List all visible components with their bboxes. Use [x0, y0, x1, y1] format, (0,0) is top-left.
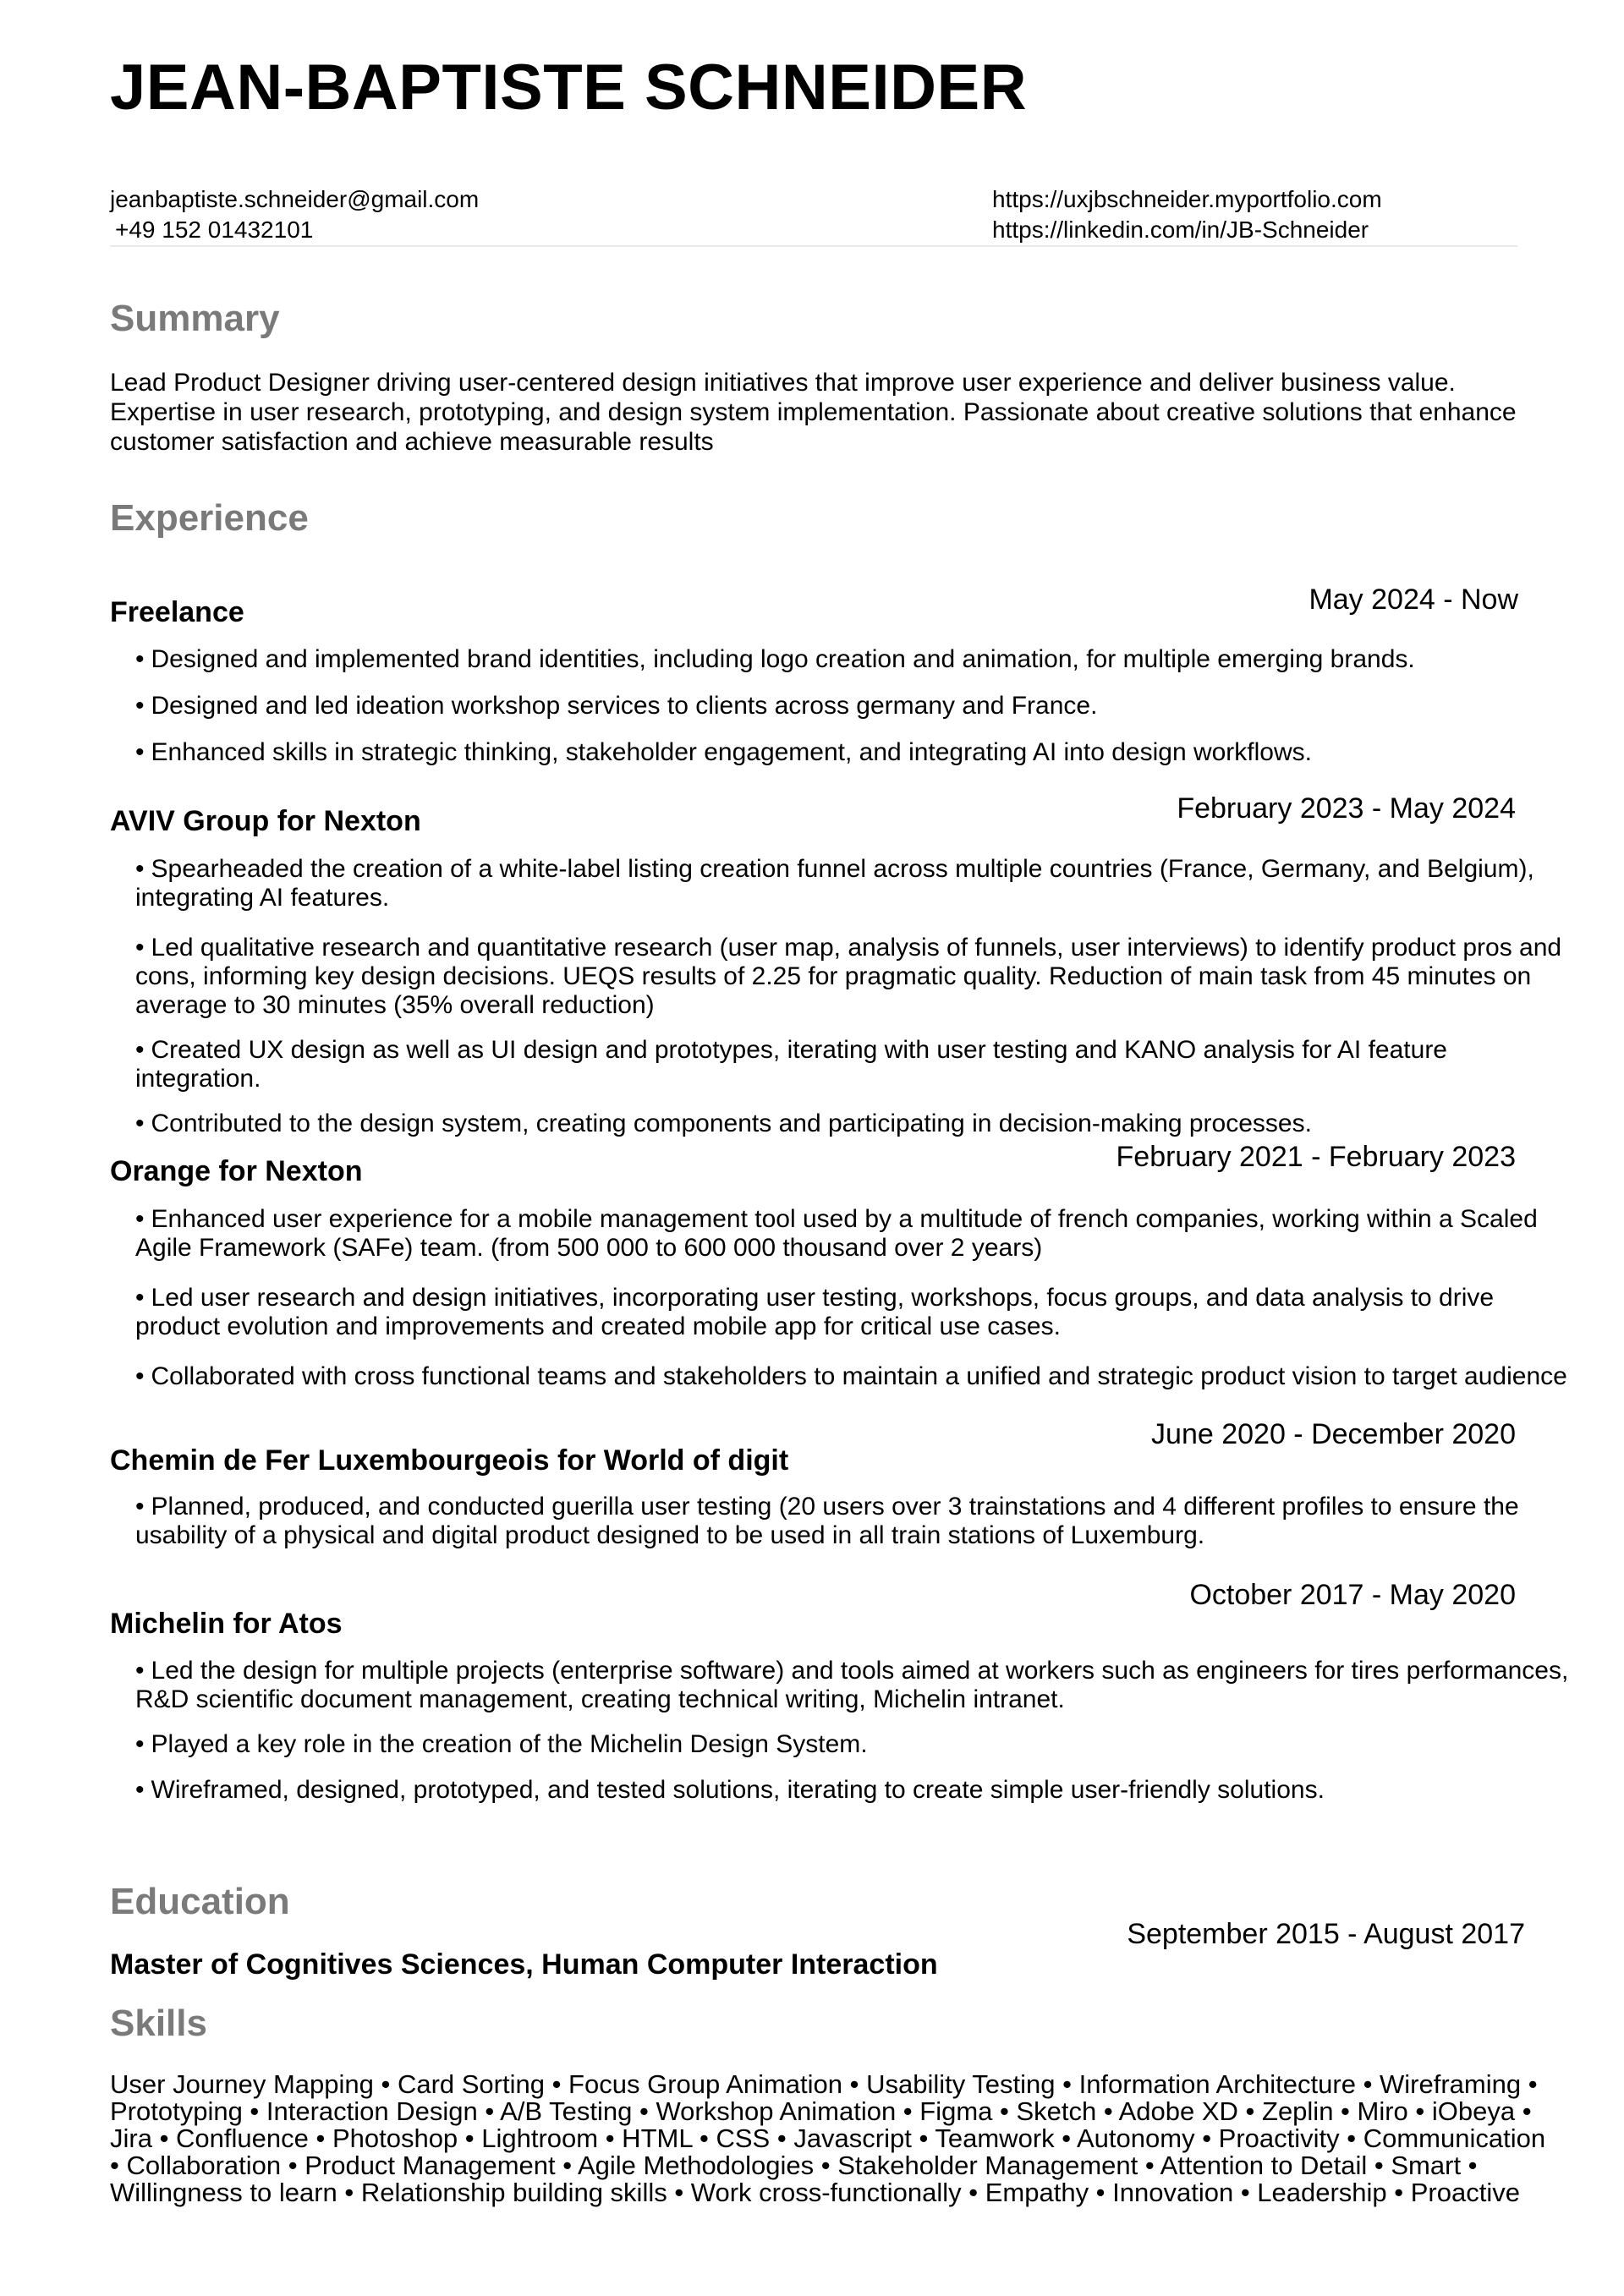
- education-degree: Master of Cognitives Sciences, Human Computer Interaction: [110, 1948, 938, 1981]
- job-dates: June 2020 - December 2020: [1151, 1418, 1516, 1450]
- portfolio-link[interactable]: https://uxjbschneider.myportfolio.com: [992, 186, 1382, 212]
- job-bullet: • Led user research and design initiatives, incorporating user testing, workshops, focus groups, and data analysis to drive product evolution and improvements and created mobile app for critical use cases.: [135, 1284, 1495, 1340]
- bullet-dot: •: [135, 1362, 145, 1390]
- phone-number: +49 152 01432101: [115, 216, 314, 243]
- linkedin-link[interactable]: https://linkedin.com/in/JB-Schneider: [992, 216, 1369, 243]
- bullet-dot: •: [135, 1036, 145, 1064]
- job-bullet: • Contributed to the design system, creating components and participating in decision-making processes.: [135, 1110, 1312, 1137]
- job-company: AVIV Group for Nexton: [110, 805, 421, 837]
- job-bullet: • Led the design for multiple projects (enterprise software) and tools aimed at workers such as engineers for tires performances, R&D scientific document management, creating technical writing, Michelin intranet.: [135, 1657, 1569, 1713]
- bullet-dot: •: [135, 1493, 145, 1521]
- job-company: Michelin for Atos: [110, 1608, 343, 1640]
- job-bullet: • Planned, produced, and conducted guerilla user testing (20 users over 3 trainstations and 4 different profiles to ensure the usability of a physical and digital product designed to be used in all train stations of Luxemburg.: [135, 1493, 1519, 1549]
- job-bullet: • Wireframed, designed, prototyped, and tested solutions, iterating to create simple user-friendly solutions.: [135, 1776, 1325, 1804]
- bullet-dot: •: [135, 934, 145, 962]
- bullet-dot: •: [135, 738, 145, 766]
- job-dates: February 2021 - February 2023: [1116, 1141, 1516, 1173]
- job-dates: May 2024 - Now: [1309, 584, 1518, 616]
- bullet-dot: •: [135, 1110, 145, 1137]
- header-divider: [110, 245, 1517, 247]
- bullet-dot: •: [135, 692, 145, 720]
- job-bullet: • Collaborated with cross functional teams and stakeholders to maintain a unified and strategic product vision to target audience: [135, 1362, 1567, 1390]
- job-company: Freelance: [110, 596, 244, 628]
- bullet-dot: •: [135, 1205, 145, 1233]
- job-bullet: • Designed and led ideation workshop services to clients across germany and France.: [135, 692, 1098, 720]
- job-company: Orange for Nexton: [110, 1155, 363, 1187]
- education-heading: Education: [110, 1881, 290, 1922]
- bullet-dot: •: [135, 1284, 145, 1312]
- job-bullet: • Spearheaded the creation of a white-label listing creation funnel across multiple countries (France, Germany, and Belgium), integrating AI features.: [135, 855, 1534, 912]
- experience-heading: Experience: [110, 497, 309, 539]
- job-company: Chemin de Fer Luxembourgeois for World of digit: [110, 1444, 789, 1477]
- job-bullet: • Led qualitative research and quantitative research (user map, analysis of funnels, user interviews) to identify product pros and cons, informing key design decisions. UEQS results of 2.25 for pragmatic quality. Reduction of main task from 45 minutes on average to 30 minutes (35% overall reduction): [135, 934, 1562, 1019]
- job-dates: February 2023 - May 2024: [1177, 792, 1516, 825]
- email-link[interactable]: jeanbaptiste.schneider@gmail.com: [110, 186, 480, 212]
- job-bullet: • Created UX design as well as UI design and prototypes, iterating with user testing and KANO analysis for AI feature integration.: [135, 1036, 1447, 1093]
- bullet-dot: •: [135, 1730, 145, 1758]
- candidate-name: JEAN-BAPTISTE SCHNEIDER: [110, 52, 1028, 123]
- bullet-dot: •: [135, 855, 145, 883]
- bullet-dot: •: [135, 1776, 145, 1804]
- job-bullet: • Designed and implemented brand identities, including logo creation and animation, for multiple emerging brands.: [135, 645, 1415, 673]
- job-bullet: • Played a key role in the creation of the Michelin Design System.: [135, 1730, 868, 1758]
- summary-heading: Summary: [110, 298, 280, 339]
- summary-text: Lead Product Designer driving user-centered design initiatives that improve user experience and deliver business value. Expertise in user research, prototyping, and design system implementation. Passionate about creative solutions that enhance customer satisfaction and achieve measurable results: [110, 369, 1517, 456]
- bullet-dot: •: [135, 645, 145, 673]
- job-dates: October 2017 - May 2020: [1189, 1579, 1516, 1611]
- education-dates: September 2015 - August 2017: [1127, 1918, 1525, 1950]
- skills-list: User Journey Mapping • Card Sorting • Focus Group Animation • Usability Testing • Information Architecture • Wireframing • Prototyping • Interaction Design • A/B Testing • Workshop Animation • Figma • Sketch • Adobe XD • Zeplin • Miro • iObeya • Jira • Confluence • Photoshop • Lightroom • HTML • CSS • Javascript • Teamwork • Autonomy • Proactivity • Communication • Collaboration • Product Management • Agile Methodologies • Stakeholder Management • Attention to Detail • Smart • Willingness to learn • Relationship building skills • Work cross-functionally • Empathy • Innovation • Leadership • Proactive: [110, 2069, 1546, 2207]
- job-bullet: • Enhanced user experience for a mobile management tool used by a multitude of french companies, working within a Scaled Agile Framework (SAFe) team. (from 500 000 to 600 000 thousand over 2 years): [135, 1205, 1538, 1262]
- bullet-dot: •: [135, 1657, 145, 1685]
- skills-heading: Skills: [110, 2003, 207, 2044]
- job-bullet: • Enhanced skills in strategic thinking, stakeholder engagement, and integrating AI into design workflows.: [135, 738, 1312, 766]
